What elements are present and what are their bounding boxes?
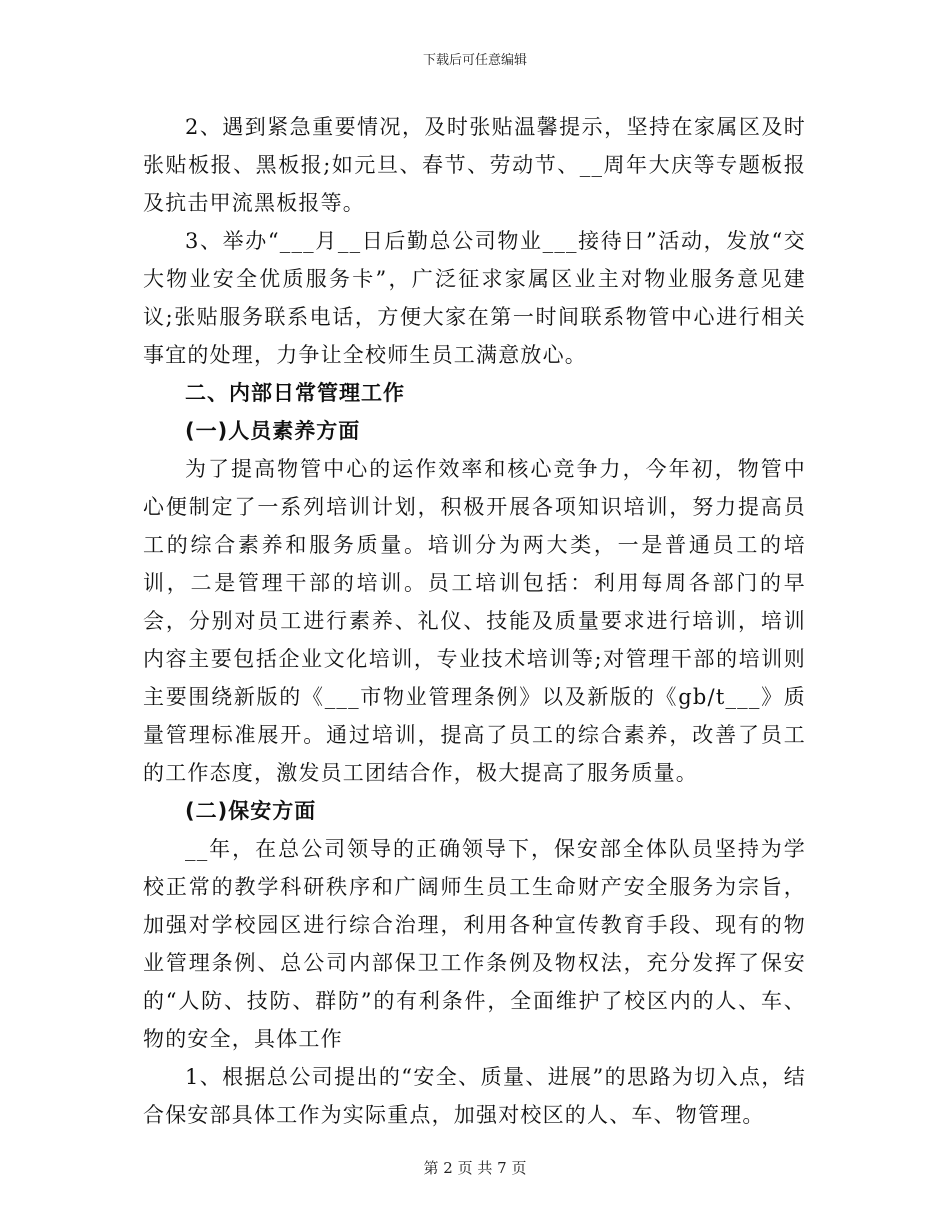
paragraph-reception-day: 3、举办“___月__日后勤总公司物业___接待日”活动，发放“交大物业安全优质服务卡”，广泛征求家属区业主对物业服务意见建议;张贴服务联系电话，方便大家在第一时间联系物管中心进行相关事宜的处理，力争让全校师生员工满意放心。: [143, 229, 806, 367]
document-body: [143, 108, 806, 1134]
paragraph-staff-training: 为了提高物管中心的运作效率和核心竞争力，今年初，物管中心便制定了一系列培训计划，积极开展各项知识培训，努力提高员工的综合素养和服务质量。培训分为两大类，一是普通员工的培训，二是管理干部的培训。员工培训包括：利用每周各部门的早会，分别对员工进行素养、礼仪、技能及质量要求进行培训，培训内容主要包括企业文化培训，专业技术培训等;对管理干部的培训则主要围绕新版的《___市物业管理条例》以及新版的《gb/t___》质量管理标准展开。通过培训，提高了员工的综合素养，改善了员工的工作态度，激发员工团结合作，极大提高了服务质量。: [143, 457, 806, 785]
paragraph-security-overview: __年，在总公司领导的正确领导下，保安部全体队员坚持为学校正常的教学科研秩序和广阔师生员工生命财产安全服务为宗旨，加强对学校园区进行综合治理，利用各种宣传教育手段、现有的物业管理条例、总公司内部保卫工作条例及物权法，充分发挥了保安的“人防、技防、群防”的有利条件，全面维护了校区内的人、车、物的安全，具体工作: [143, 837, 806, 1051]
paragraph-security-item-1: 1、根据总公司提出的“安全、质量、进展”的思路为切入点，结合保安部具体工作为实际重点，加强对校区的人、车、物管理。: [143, 1065, 806, 1127]
section-heading-internal-management: 二、内部日常管理工作: [185, 381, 405, 405]
subsection-heading-security: (二)保安方面: [185, 799, 317, 823]
page-header: 下载后可任意编辑: [422, 53, 527, 68]
paragraph-bulletin-boards: 2、遇到紧急重要情况，及时张贴温馨提示，坚持在家属区及时张贴板报、黑板报;如元旦、春节、劳动节、__周年大庆等专题板报及抗击甲流黑板报等。: [143, 115, 806, 215]
page-number-footer: 第 2 页 共 7 页: [423, 1159, 527, 1177]
subsection-heading-staff-quality: (一)人员素养方面: [185, 419, 361, 443]
